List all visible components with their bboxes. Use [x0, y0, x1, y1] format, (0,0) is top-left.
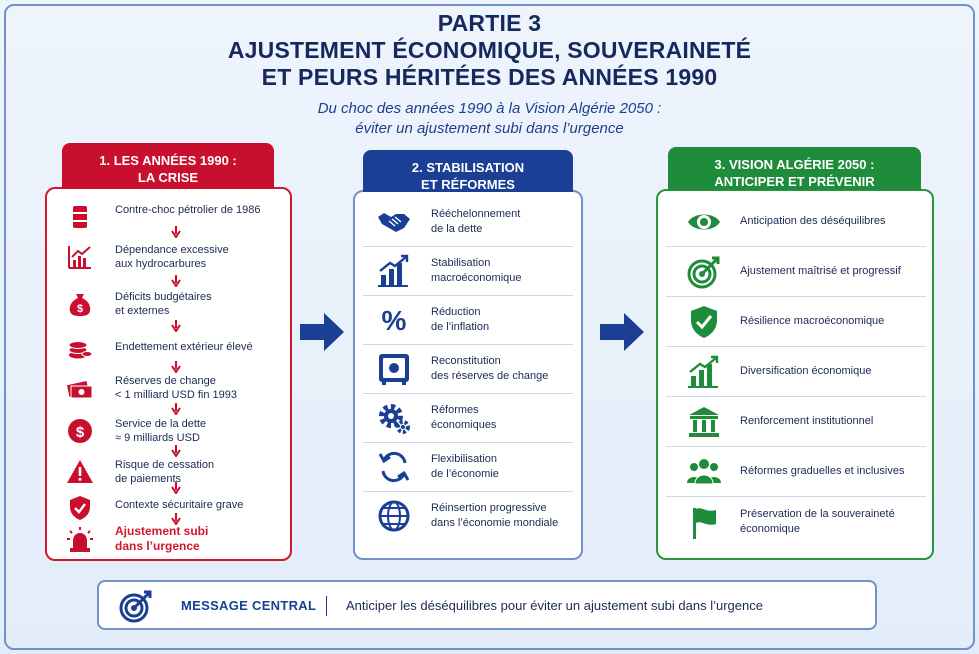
money-bag-icon	[66, 290, 94, 318]
page-title-line-1: AJUSTEMENT ÉCONOMIQUE, SOUVERAINETÉ	[227, 37, 752, 63]
header	[0, 10, 979, 139]
arrow-down-icon	[171, 403, 181, 415]
target-icon	[686, 254, 722, 290]
shield-icon	[66, 494, 94, 522]
arrow-down-icon	[171, 226, 181, 238]
crisis-item-dependency	[47, 243, 290, 273]
vision-panel	[656, 189, 934, 560]
vision-label: Anticipation des déséquilibres	[740, 215, 886, 227]
arrow-right-icon	[598, 310, 646, 354]
page-title-line-2: ET PEURS HÉRITÉES DES ANNÉES 1990	[261, 64, 718, 90]
crisis-item-forced-adjustment	[47, 526, 290, 556]
arrow-down-icon	[171, 320, 181, 332]
arrow-down-icon	[171, 482, 181, 494]
institution-icon	[686, 404, 722, 440]
central-message-box	[97, 580, 877, 630]
vision-label: Ajustement maîtrisé et progressif	[740, 265, 901, 277]
shield-check-icon	[686, 304, 722, 340]
vision-item-resilience	[666, 297, 926, 347]
reform-item-inflation	[363, 296, 573, 345]
flag-icon	[686, 505, 722, 541]
crisis-tab	[62, 143, 274, 189]
vision-item-diversification	[666, 347, 926, 397]
vision-label: Préservation de la souveraineté économique	[740, 508, 895, 535]
crisis-tab-title: 1. LES ANNÉES 1990 :	[99, 153, 237, 168]
growth-chart-icon	[376, 253, 412, 289]
vision-item-inclusive-reforms	[666, 447, 926, 497]
warning-icon	[66, 458, 94, 486]
crisis-item-reserves	[47, 374, 290, 404]
crisis-item-deficits	[47, 290, 290, 320]
vision-tab	[668, 147, 921, 190]
crisis-item-default-risk	[47, 458, 290, 488]
percent-icon	[376, 302, 412, 338]
stabilisation-panel	[353, 190, 583, 560]
gears-icon	[376, 400, 412, 436]
stabilisation-tab	[363, 150, 573, 192]
vision-item-sovereignty	[666, 497, 926, 547]
reform-label: Réduction de l’inflation	[431, 306, 490, 333]
vision-label: Réformes graduelles et inclusives	[740, 465, 905, 477]
vision-item-anticipation	[666, 197, 926, 247]
crisis-label: Dépendance excessive aux hydrocarbures	[115, 244, 229, 270]
reform-label: Réinsertion progressive dans l’économie mondiale	[431, 502, 559, 529]
subtitle-line-2: éviter un ajustement subi dans l’urgence	[355, 120, 624, 137]
crisis-item-oil-shock	[47, 203, 290, 233]
reform-label: Rééchelonnement de la dette	[431, 208, 521, 235]
vision-item-institutions	[666, 397, 926, 447]
reform-label: Réformes économiques	[431, 404, 497, 431]
coins-stack-icon	[66, 334, 94, 362]
crisis-item-security	[47, 494, 290, 524]
globe-icon	[376, 498, 412, 534]
reform-item-reserves	[363, 345, 573, 394]
reform-label: Reconstitution des réserves de change	[431, 355, 549, 382]
vision-label: Renforcement institutionnel	[740, 415, 874, 427]
target-icon	[118, 588, 154, 624]
refresh-icon	[376, 449, 412, 485]
reform-item-rescheduling	[363, 198, 573, 247]
stabilisation-tab-title: 2. STABILISATION	[411, 160, 525, 175]
crisis-label: Déficits budgétaires et externes	[115, 291, 212, 317]
crisis-label: Risque de cessation de paiements	[115, 459, 215, 485]
arrow-right-icon	[298, 310, 346, 354]
stabilisation-tab-subtitle: ET RÉFORMES	[421, 177, 515, 192]
reform-item-reintegration	[363, 492, 573, 541]
svg-text:%: %	[381, 305, 407, 336]
reform-label: Stabilisation macroéconomique	[431, 257, 522, 284]
crisis-panel	[45, 187, 292, 561]
crisis-final-label: Ajustement subi dans l’urgence	[115, 524, 209, 553]
arrow-down-icon	[171, 361, 181, 373]
alarm-icon	[66, 526, 94, 554]
svg-text:$: $	[75, 424, 85, 441]
crisis-label: Service de la dette ≈ 9 milliards USD	[115, 418, 207, 444]
vision-tab-title: 3. VISION ALGÉRIE 2050 :	[714, 157, 875, 172]
central-message-label: MESSAGE CENTRAL	[181, 598, 317, 613]
arrow-down-icon	[171, 275, 181, 287]
vision-tab-subtitle: ANTICIPER ET PRÉVENIR	[714, 174, 875, 189]
dollar-coin-icon	[66, 417, 94, 445]
handshake-icon	[376, 204, 412, 240]
reform-label: Flexibilisation de l’économie	[431, 453, 499, 480]
eye-icon	[686, 204, 722, 240]
vision-item-controlled-adjustment	[666, 247, 926, 297]
svg-text:$: $	[76, 303, 84, 315]
divider	[326, 596, 327, 616]
crisis-label: Contre-choc pétrolier de 1986	[115, 204, 261, 216]
reform-item-macro-stabilisation	[363, 247, 573, 296]
crisis-tab-subtitle: LA CRISE	[137, 170, 199, 185]
oil-barrel-icon	[66, 203, 94, 231]
subtitle-line-1: Du choc des années 1990 à la Vision Algérie 2050 :	[317, 100, 662, 117]
crisis-label: Endettement extérieur élevé	[115, 341, 253, 353]
arrow-down-icon	[171, 445, 181, 457]
crisis-item-debt	[47, 334, 290, 364]
safe-icon	[376, 351, 412, 387]
chart-icon	[66, 243, 94, 271]
growth-chart-icon	[686, 354, 722, 390]
central-message-text: Anticiper les déséquilibres pour éviter un ajustement subi dans l’urgence	[346, 598, 763, 613]
crisis-label: Contexte sécuritaire grave	[115, 499, 244, 511]
crisis-label: Réserves de change < 1 milliard USD fin 1993	[115, 375, 237, 401]
reform-item-economic-reforms	[363, 394, 573, 443]
vision-label: Diversification économique	[740, 365, 872, 377]
page-title-part: PARTIE 3	[437, 10, 542, 36]
crisis-item-debt-service	[47, 417, 290, 447]
people-icon	[686, 454, 722, 490]
banknotes-icon	[66, 374, 94, 402]
vision-label: Résilience macroéconomique	[740, 315, 885, 327]
reform-item-flexibilisation	[363, 443, 573, 492]
